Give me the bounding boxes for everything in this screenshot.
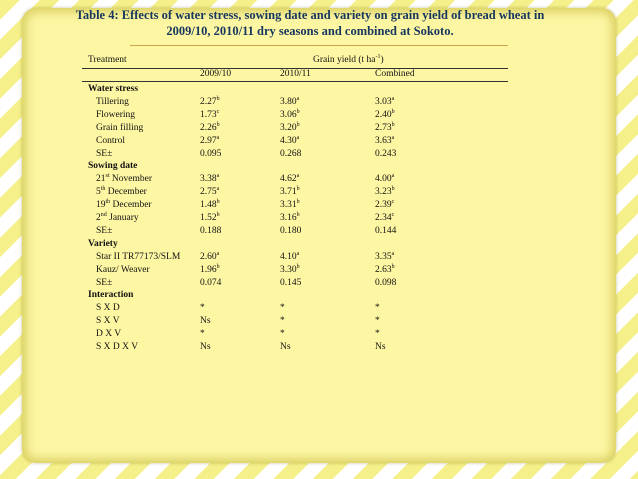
significance-letter: b bbox=[296, 121, 300, 128]
yield-value-number: 0.180 bbox=[280, 225, 302, 236]
yield-value bbox=[200, 226, 221, 237]
treatment-label-text: 21 bbox=[96, 174, 106, 185]
treatment-label-text: Kauz/ Weaver bbox=[96, 264, 150, 275]
treatment-label bbox=[96, 110, 135, 121]
significance-letter: a bbox=[296, 173, 300, 180]
treatment-label bbox=[96, 149, 112, 160]
yield-value bbox=[375, 278, 396, 289]
yield-value-number: 1.52 bbox=[200, 213, 217, 223]
yield-value-number: 2.26 bbox=[200, 122, 217, 133]
yield-value-number: * bbox=[280, 303, 285, 314]
significance-letter: a bbox=[296, 134, 300, 141]
yield-value-number: 4.62 bbox=[280, 174, 297, 185]
title-underline bbox=[130, 45, 508, 46]
yield-value bbox=[375, 97, 394, 108]
treatment-label bbox=[96, 342, 138, 353]
yield-value-number: 2.34 bbox=[375, 213, 392, 223]
treatment-label bbox=[96, 265, 150, 276]
yield-value-number: 1.48 bbox=[200, 200, 217, 211]
yield-value bbox=[200, 342, 211, 353]
yield-value bbox=[200, 329, 205, 340]
treatment-label-text: Control bbox=[96, 135, 126, 146]
significance-letter: a bbox=[296, 95, 300, 102]
yield-value-number: 3.30 bbox=[280, 264, 297, 275]
treatment-label-text: 19 bbox=[96, 200, 106, 211]
yield-value-number: 2.40 bbox=[375, 109, 392, 120]
treatment-label bbox=[96, 97, 129, 108]
significance-letter: c bbox=[216, 108, 220, 115]
significance-letter: a bbox=[296, 250, 300, 257]
yield-value-number: 0.098 bbox=[375, 277, 397, 288]
yield-value bbox=[375, 342, 386, 353]
yield-value bbox=[200, 278, 221, 289]
header-treatment: Treatment bbox=[88, 55, 127, 65]
yield-value bbox=[280, 97, 299, 108]
significance-letter: a bbox=[391, 95, 395, 102]
significance-letter: b bbox=[296, 212, 300, 218]
treatment-label-sup: nd bbox=[100, 212, 107, 218]
yield-value bbox=[200, 174, 219, 185]
yield-value bbox=[375, 303, 380, 314]
yield-value-number: 3.06 bbox=[280, 109, 297, 120]
yield-value bbox=[200, 187, 219, 198]
treatment-label bbox=[96, 226, 112, 237]
yield-value bbox=[200, 200, 220, 211]
yield-value bbox=[200, 149, 221, 160]
treatment-label-text: Star II TR77173/SLM bbox=[96, 251, 181, 262]
yield-value-number: 2.73 bbox=[375, 122, 392, 133]
yield-value bbox=[280, 213, 300, 224]
treatment-label-text: S X V bbox=[96, 316, 120, 327]
yield-value-number: 4.10 bbox=[280, 251, 297, 262]
treatment-label bbox=[96, 329, 121, 340]
yield-value bbox=[200, 316, 211, 327]
yield-value bbox=[200, 110, 219, 121]
yield-value-number: 0.243 bbox=[375, 148, 397, 159]
yield-value bbox=[280, 187, 300, 198]
treatment-label bbox=[96, 303, 120, 314]
yield-value bbox=[375, 200, 394, 211]
significance-letter: a bbox=[216, 173, 220, 180]
significance-letter: b bbox=[216, 212, 220, 218]
treatment-label bbox=[96, 316, 120, 327]
yield-value-number: * bbox=[280, 316, 285, 327]
treatment-label-text: SE± bbox=[96, 148, 113, 159]
significance-letter: b bbox=[296, 108, 300, 115]
yield-value bbox=[200, 213, 220, 224]
treatment-label-sup: st bbox=[105, 173, 110, 180]
yield-value bbox=[375, 226, 396, 237]
header-col-2009-10: 2009/10 bbox=[200, 69, 232, 79]
treatment-label-text: Grain filling bbox=[96, 122, 144, 133]
significance-letter: a bbox=[216, 250, 220, 257]
treatment-label bbox=[96, 213, 139, 224]
significance-letter: b bbox=[296, 199, 300, 206]
header-col-combined: Combined bbox=[375, 69, 415, 79]
yield-value-number: 2.97 bbox=[200, 135, 217, 146]
significance-letter: b bbox=[216, 121, 220, 128]
significance-letter: a bbox=[391, 134, 395, 141]
yield-value-number: 3.03 bbox=[375, 96, 392, 107]
yield-value bbox=[280, 252, 299, 263]
significance-letter: b bbox=[216, 95, 220, 102]
significance-letter: b bbox=[216, 263, 220, 270]
yield-value bbox=[375, 213, 394, 224]
yield-value bbox=[280, 123, 300, 134]
group-heading: Interaction bbox=[88, 290, 134, 301]
yield-value-number: 0.144 bbox=[375, 225, 397, 236]
treatment-label bbox=[96, 123, 143, 134]
treatment-label-rest: January bbox=[106, 213, 139, 223]
significance-letter: b bbox=[296, 186, 300, 193]
yield-value-number: 3.16 bbox=[280, 213, 297, 223]
yield-value-number: 0.145 bbox=[280, 277, 302, 288]
yield-value bbox=[375, 110, 395, 121]
yield-value bbox=[375, 123, 395, 134]
table-title-line-1: Table 4: Effects of water stress, sowing date and variety on grain yield of bread wheat in bbox=[75, 8, 545, 22]
yield-value-number: Ns bbox=[280, 342, 291, 352]
treatment-label-text: 5 bbox=[96, 187, 101, 198]
yield-value bbox=[280, 226, 301, 237]
treatment-label-text: Tillering bbox=[96, 96, 129, 107]
treatment-label bbox=[96, 187, 147, 198]
yield-value-number: 2.60 bbox=[200, 251, 217, 262]
yield-value-number: 3.31 bbox=[280, 200, 297, 211]
significance-letter: b bbox=[391, 186, 395, 193]
yield-value-number: * bbox=[375, 316, 380, 327]
yield-value-number: * bbox=[200, 303, 205, 314]
yield-value bbox=[280, 278, 301, 289]
significance-letter: a bbox=[216, 186, 220, 193]
yield-value-number: 0.188 bbox=[200, 225, 222, 236]
significance-letter: b bbox=[296, 263, 300, 270]
yield-value bbox=[375, 329, 380, 340]
table-title-line-2: 2009/10, 2010/11 dry seasons and combined at Sokoto. bbox=[166, 24, 454, 38]
significance-letter: c bbox=[391, 212, 395, 218]
yield-value bbox=[200, 303, 205, 314]
treatment-label bbox=[96, 200, 152, 211]
yield-value-number: 3.23 bbox=[375, 187, 392, 198]
yield-value-number: Ns bbox=[375, 342, 386, 352]
treatment-label bbox=[96, 174, 152, 185]
yield-value bbox=[280, 316, 285, 327]
treatment-label bbox=[96, 278, 112, 289]
yield-value bbox=[375, 252, 394, 263]
significance-letter: b bbox=[391, 108, 395, 115]
yield-value-number: 0.268 bbox=[280, 148, 302, 159]
treatment-label-sup: th bbox=[100, 186, 106, 193]
treatment-label-rest: December bbox=[110, 200, 152, 211]
yield-value bbox=[375, 174, 394, 185]
yield-value-number: 4.00 bbox=[375, 174, 392, 185]
yield-value-number: 0.095 bbox=[200, 148, 222, 159]
treatment-label-text: S X D X V bbox=[96, 342, 139, 352]
treatment-label-rest: December bbox=[105, 187, 147, 198]
treatment-label-text: 2 bbox=[96, 213, 101, 223]
yield-value-number: Ns bbox=[200, 316, 211, 327]
yield-value-number: 2.75 bbox=[200, 187, 217, 198]
table-header-rule bbox=[82, 81, 508, 82]
yield-value bbox=[280, 174, 299, 185]
treatment-label-sup: th bbox=[105, 199, 111, 206]
yield-value-number: 3.38 bbox=[200, 174, 217, 185]
yield-value bbox=[280, 329, 285, 340]
yield-value-number: Ns bbox=[200, 342, 211, 352]
yield-value bbox=[200, 252, 219, 263]
yield-value-number: 3.80 bbox=[280, 96, 297, 107]
yield-value bbox=[280, 342, 291, 353]
significance-letter: c bbox=[391, 199, 395, 206]
treatment-label bbox=[96, 136, 125, 147]
yield-value-number: * bbox=[375, 303, 380, 314]
yield-value-number: 1.73 bbox=[200, 109, 217, 120]
yield-value bbox=[200, 265, 220, 276]
yield-value bbox=[375, 136, 394, 147]
header-col-2010-11: 2010/11 bbox=[280, 69, 311, 79]
significance-letter: a bbox=[216, 134, 220, 141]
group-heading: Sowing date bbox=[88, 161, 138, 172]
yield-value-number: 2.27 bbox=[200, 96, 217, 107]
significance-letter: b bbox=[391, 263, 395, 270]
yield-value bbox=[200, 123, 220, 134]
yield-value-number: 1.96 bbox=[200, 264, 217, 275]
treatment-label-text: D X V bbox=[96, 329, 122, 340]
treatment-label-rest: November bbox=[109, 174, 152, 185]
yield-value bbox=[200, 136, 219, 147]
yield-value-number: 2.39 bbox=[375, 200, 392, 211]
group-heading: Water stress bbox=[88, 84, 139, 94]
yield-value-number: 3.20 bbox=[280, 122, 297, 133]
yield-value-number: 3.63 bbox=[375, 135, 392, 146]
significance-letter: a bbox=[391, 250, 395, 257]
yield-value bbox=[375, 149, 396, 160]
yield-value-number: 3.35 bbox=[375, 251, 392, 262]
yield-value bbox=[280, 303, 285, 314]
treatment-label-text: S X D bbox=[96, 303, 120, 314]
significance-letter: b bbox=[391, 121, 395, 128]
yield-value-number: 4.30 bbox=[280, 135, 297, 146]
yield-value-number: * bbox=[280, 329, 285, 340]
yield-value bbox=[280, 136, 299, 147]
header-grain-yield: Grain yield (t $ha^{-1}$) bbox=[313, 54, 384, 65]
yield-value bbox=[280, 200, 300, 211]
yield-value bbox=[375, 316, 380, 327]
yield-value bbox=[280, 265, 300, 276]
treatment-label bbox=[96, 252, 180, 263]
yield-value bbox=[280, 149, 301, 160]
treatment-label-text: SE± bbox=[96, 225, 113, 236]
group-heading: Variety bbox=[88, 238, 118, 249]
yield-value bbox=[375, 187, 395, 198]
significance-letter: a bbox=[391, 173, 395, 180]
yield-value-number: * bbox=[375, 329, 380, 340]
yield-value bbox=[200, 97, 220, 108]
yield-value-number: 2.63 bbox=[375, 264, 392, 275]
yield-value-number: * bbox=[200, 329, 205, 340]
significance-letter: b bbox=[216, 199, 220, 206]
yield-value-number: 0.074 bbox=[200, 277, 222, 288]
treatment-label-text: SE± bbox=[96, 277, 113, 288]
yield-value bbox=[280, 110, 300, 121]
yield-value-number: 3.71 bbox=[280, 187, 297, 198]
table-title bbox=[30, 7, 590, 39]
treatment-label-text: Flowering bbox=[96, 109, 136, 120]
yield-value bbox=[375, 265, 395, 276]
